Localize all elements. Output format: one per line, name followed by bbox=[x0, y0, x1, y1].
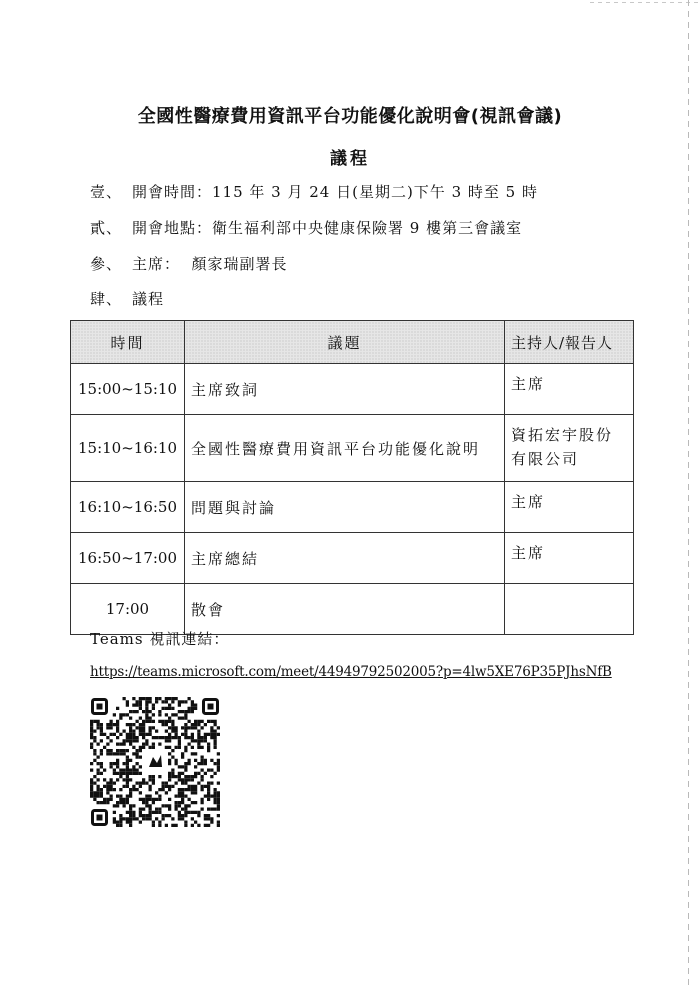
header-topic: 議題 bbox=[185, 321, 505, 364]
teams-meeting-link[interactable]: https://teams.microsoft.com/meet/44949792502005?p=4lw5XE76P35PJhsNfB bbox=[90, 664, 612, 680]
cell-time: 16:50~17:00 bbox=[71, 533, 185, 584]
table-row bbox=[71, 482, 634, 533]
cell-time: 17:00 bbox=[71, 584, 185, 635]
teams-link-label: Teams 視訊連結： bbox=[90, 630, 230, 648]
table-header-row bbox=[71, 321, 634, 364]
item-number: 參、 bbox=[90, 255, 123, 273]
item-meeting-time bbox=[90, 181, 538, 202]
item-agenda-heading bbox=[90, 288, 164, 309]
document-subtitle: 議程 bbox=[330, 149, 370, 169]
cell-host bbox=[505, 584, 634, 635]
cell-topic: 全國性醫療費用資訊平台功能優化說明 bbox=[185, 415, 505, 482]
table-row bbox=[71, 415, 634, 482]
table-row bbox=[71, 584, 634, 635]
cell-host: 主席 bbox=[505, 482, 634, 533]
cell-time: 15:10~16:10 bbox=[71, 415, 185, 482]
cell-host: 資拓宏宇股份有限公司 bbox=[505, 415, 634, 482]
cell-time: 15:00~15:10 bbox=[71, 364, 185, 415]
cell-topic: 主席致詞 bbox=[185, 364, 505, 415]
cell-topic: 問題與討論 bbox=[185, 482, 505, 533]
header-time: 時間 bbox=[71, 321, 185, 364]
cell-topic: 主席總結 bbox=[185, 533, 505, 584]
document-title: 全國性醫療費用資訊平台功能優化說明會(視訊會議) bbox=[137, 106, 563, 127]
item-text: 議程 bbox=[132, 290, 165, 308]
table-row bbox=[71, 364, 634, 415]
item-text: 開會時間：115 年 3 月 24 日(星期二)下午 3 時至 5 時 bbox=[132, 183, 538, 201]
item-text: 主席： 顏家瑞副署長 bbox=[132, 255, 288, 273]
agenda-table bbox=[70, 320, 634, 635]
cell-host: 主席 bbox=[505, 533, 634, 584]
item-chairperson bbox=[90, 253, 288, 274]
cell-time: 16:10~16:50 bbox=[71, 482, 185, 533]
item-number: 貳、 bbox=[90, 219, 123, 237]
cell-topic: 散會 bbox=[185, 584, 505, 635]
item-number: 肆、 bbox=[90, 290, 123, 308]
header-host: 主持人/報告人 bbox=[505, 321, 634, 364]
item-text: 開會地點：衛生福利部中央健康保險署 9 樓第三會議室 bbox=[132, 219, 523, 237]
scan-mark-top bbox=[590, 2, 700, 3]
cell-host: 主席 bbox=[505, 364, 634, 415]
table-row bbox=[71, 533, 634, 584]
item-number: 壹、 bbox=[90, 183, 123, 201]
qr-code-icon bbox=[90, 697, 220, 827]
item-meeting-location bbox=[90, 217, 522, 238]
